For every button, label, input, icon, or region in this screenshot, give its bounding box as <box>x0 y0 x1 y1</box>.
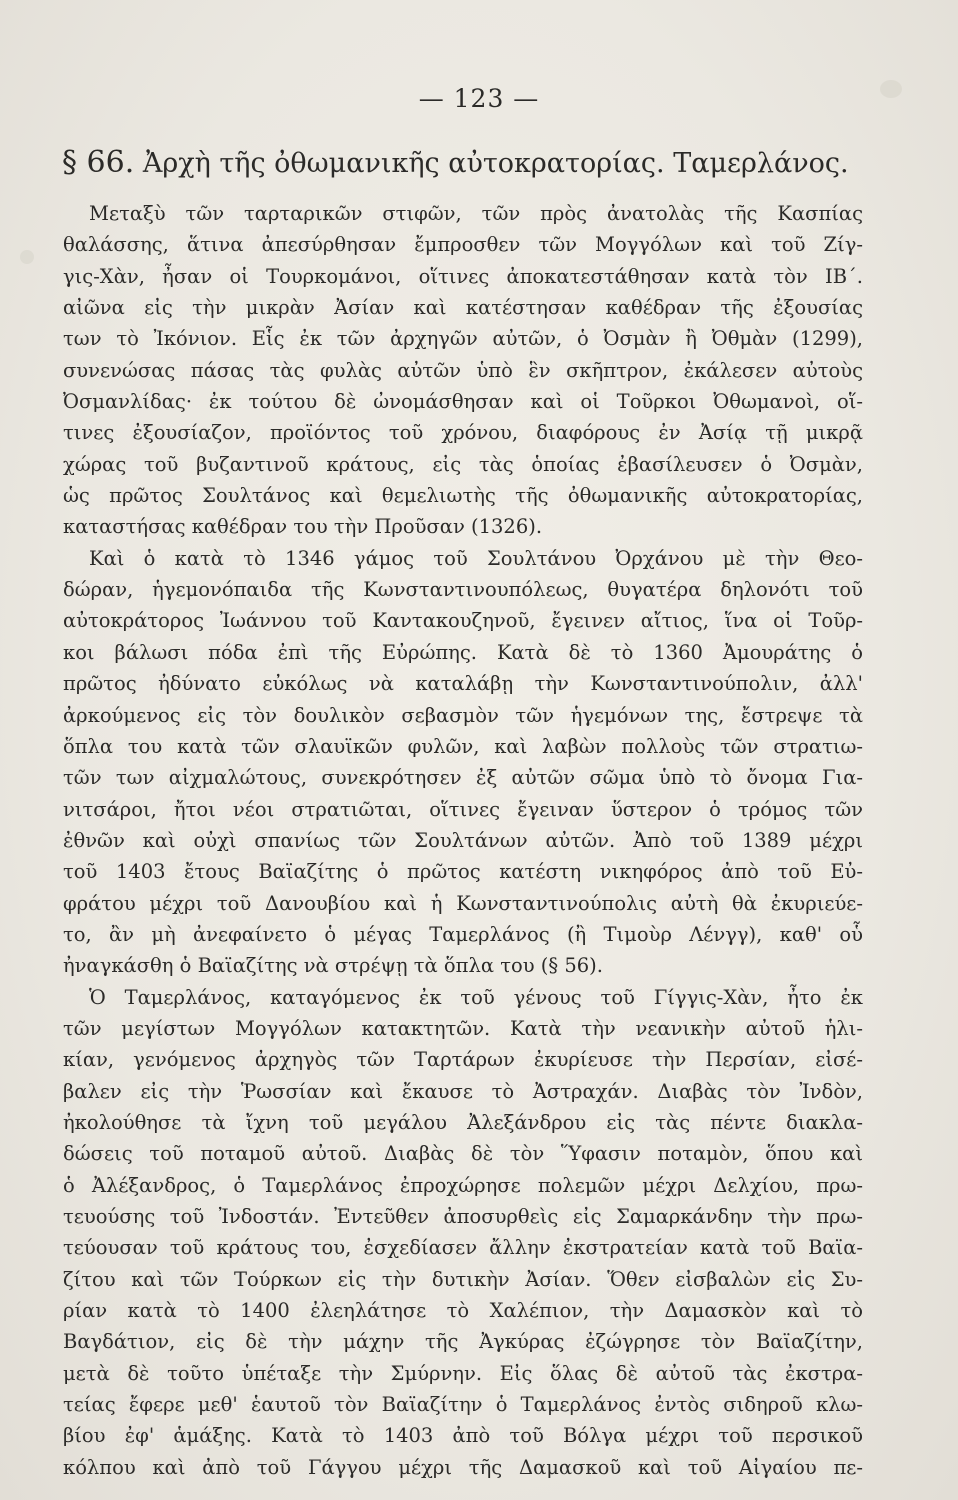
text-line: βαλεν εἰς τὴν Ῥωσσίαν καὶ ἔκαυσε τὸ Ἀστραχάν. Διαβὰς τὸν Ἰνδὸν, <box>63 1079 863 1103</box>
text-line: βίου ἐφ' ἁμάξης. Κατὰ τὸ 1403 ἀπὸ τοῦ Βόλγα μέχρι τοῦ περσικοῦ <box>63 1424 863 1448</box>
text-line: Ὀσμανλίδας· ἐκ τούτου δὲ ὠνομάσθησαν καὶ οἱ Τοῦρκοι Ὀθωμανοὶ, οἵ- <box>63 390 863 414</box>
text-line: τευούσης τοῦ Ἰνδοστάν. Ἐντεῦθεν ἀποσυρθεὶς εἰς Σαμαρκάνδην τὴν πρω- <box>63 1205 863 1228</box>
text-line: δώραν, ἡγεμονόπαιδα τῆς Κωνσταντινουπόλεως, θυγατέρα δηλονότι τοῦ <box>63 578 863 602</box>
text-line: ἀρκούμενος εἰς τὸν δουλικὸν σεβασμὸν τῶν ἡγεμόνων της, ἔστρεψε τὰ <box>63 703 863 727</box>
text-line: τοῦ 1403 ἔτους Βαϊαζίτης ὁ πρῶτος κατέστη νικηφόρος ἀπὸ τοῦ Εὐ- <box>63 860 863 884</box>
text-line: συνενώσας πάσας τὰς φυλὰς αὐτῶν ὑπὸ ἓν σκῆπτρον, ἐκάλεσεν αὐτοὺς <box>63 358 863 382</box>
section-title: Ἀρχὴ τῆς ὀθωμανικῆς αὐτοκρατορίας. Ταμερλάνος. <box>142 148 849 179</box>
text-line: των τὸ Ἰκόνιον. Εἷς ἐκ τῶν ἀρχηγῶν αὐτῶν, ὁ Ὀσμὰν ἢ Ὀθμὰν (1299), <box>63 327 863 351</box>
page-number: — 123 — <box>418 84 540 113</box>
text-line: καταστήσας καθέδραν του τὴν Προῦσαν (1326). <box>63 515 543 539</box>
text-line: κοι βάλωσι πόδα ἐπὶ τῆς Εὐρώπης. Κατὰ δὲ τὸ 1360 Ἀμουράτης ὁ <box>63 640 863 664</box>
text-line: αὐτοκράτορος Ἰωάννου τοῦ Καντακουζηνοῦ, ἔγεινεν αἴτιος, ἵνα οἱ Τοῦρ- <box>63 609 863 633</box>
text-line: φράτου μέχρι τοῦ Δανουβίου καὶ ἡ Κωνσταντινούπολις αὐτὴ θὰ ἐκυριεύε- <box>63 891 863 915</box>
text-line: Καὶ ὁ κατὰ τὸ 1346 γάμος τοῦ Σουλτάνου Ὀρχάνου μὲ τὴν Θεο- <box>89 546 863 570</box>
text-line: τεύουσαν τοῦ κράτους του, ἐσχεδίασεν ἄλλην ἐκστρατείαν κατὰ τοῦ Βαϊα- <box>63 1236 863 1260</box>
text-line: ὡς πρῶτος Σουλτάνος καὶ θεμελιωτὴς τῆς ὀθωμανικῆς αὐτοκρατορίας, <box>63 484 863 508</box>
text-line: ἐθνῶν καὶ οὐχὶ σπανίως τῶν Σουλτάνων αὐτῶν. Ἀπὸ τοῦ 1389 μέχρι <box>63 828 863 852</box>
text-line: γις-Χὰν, ἦσαν οἱ Τουρκομάνοι, οἵτινες ἀποκατεστάθησαν κατὰ τὸν ΙΒ΄. <box>63 264 863 288</box>
text-line: ἠναγκάσθη ὁ Βαϊαζίτης νὰ στρέψῃ τὰ ὅπλα του (§ 56). <box>63 954 603 978</box>
text-line: ὁ Ἀλέξανδρος, ὁ Ταμερλάνος ἐπροχώρησε πολεμῶν μέχρι Δελχίου, πρω- <box>63 1173 863 1197</box>
text-line: τείας ἔφερε μεθ' ἑαυτοῦ τὸν Βαϊαζίτην ὁ Ταμερλάνος ἐντὸς σιδηροῦ κλω- <box>63 1393 863 1417</box>
text-line: κόλπου καὶ ἀπὸ τοῦ Γάγγου μέχρι τῆς Δαμασκοῦ καὶ τοῦ Αἰγαίου πε- <box>63 1455 863 1479</box>
text-line: Μεταξὺ τῶν ταρταρικῶν στιφῶν, τῶν πρὸς ἀνατολὰς τῆς Κασπίας <box>89 202 863 225</box>
text-line: ρίαν κατὰ τὸ 1400 ἐλεηλάτησε τὸ Χαλέπιον, τὴν Δαμασκὸν καὶ τὸ <box>63 1299 863 1323</box>
text-line: μετὰ δὲ τοῦτο ὑπέταξε τὴν Σμύρνην. Εἰς ὅλας δὲ αὐτοῦ τὰς ἐκστρα- <box>63 1361 863 1385</box>
text-line: νιτσάροι, ἤτοι νέοι στρατιῶται, οἵτινες ἔγειναν ὕστερον ὁ τρόμος τῶν <box>63 797 863 821</box>
paper-stain <box>20 250 34 264</box>
text-line: αἰῶνα εἰς τὴν μικρὰν Ἀσίαν καὶ κατέστησαν καθέδραν τῆς ἐξουσίας <box>63 296 863 320</box>
text-line: Ὁ Ταμερλάνος, καταγόμενος ἐκ τοῦ γένους τοῦ Γίγγις-Χὰν, ἦτο ἐκ <box>89 985 863 1009</box>
text-line: πρῶτος ἠδύνατο εὐκόλως νὰ καταλάβῃ τὴν Κωνσταντινούπολιν, ἀλλ' <box>63 672 863 696</box>
body-text <box>63 198 863 1483</box>
text-line: τῶν μεγίστων Μογγόλων κατακτητῶν. Κατὰ τὴν νεανικὴν αὐτοῦ ἡλι- <box>63 1016 863 1040</box>
text-line: το, ἂν μὴ ἀνεφαίνετο ὁ μέγας Ταμερλάνος (ἢ Τιμοὺρ Λένγγ), καθ' οὗ <box>63 922 863 946</box>
section-number: § 66. <box>62 145 135 180</box>
text-line: ὅπλα του κατὰ τῶν σλαυϊκῶν φυλῶν, καὶ λαβὼν πολλοὺς τῶν στρατιω- <box>63 734 863 758</box>
text-line: Βαγδάτιον, εἰς δὲ τὴν μάχην τῆς Ἀγκύρας ἐζώγρησε τὸν Βαϊαζίτην, <box>63 1330 863 1354</box>
text-line: χώρας τοῦ βυζαντινοῦ κράτους, εἰς τὰς ὁποίας ἐβασίλευσεν ὁ Ὀσμὰν, <box>63 452 863 476</box>
text-line: τῶν των αἰχμαλώτους, συνεκρότησεν ἐξ αὐτῶν σῶμα ὑπὸ τὸ ὄνομα Για- <box>63 766 863 790</box>
text-line: τινες ἐξουσίαζον, προϊόντος τοῦ χρόνου, διαφόρους ἐν Ἀσίᾳ τῇ μικρᾷ <box>63 421 863 445</box>
text-line: δώσεις τοῦ ποταμοῦ αὐτοῦ. Διαβὰς δὲ τὸν Ὕφασιν ποταμὸν, ὅπου καὶ <box>63 1142 863 1166</box>
text-line: κίαν, γενόμενος ἀρχηγὸς τῶν Ταρτάρων ἐκυρίευσε τὴν Περσίαν, εἰσέ- <box>63 1048 863 1072</box>
text-line: ἠκολούθησε τὰ ἴχνη τοῦ μεγάλου Ἀλεξάνδρου εἰς τὰς πέντε διακλα- <box>63 1110 863 1134</box>
text-line: ζίτου καὶ τῶν Τούρκων εἰς τὴν δυτικὴν Ἀσίαν. Ὅθεν εἰσβαλὼν εἰς Συ- <box>63 1267 863 1291</box>
section-heading <box>62 145 862 180</box>
text-line: θαλάσσης, ἅτινα ἀπεσύρθησαν ἔμπροσθεν τῶν Μογγόλων καὶ τοῦ Ζίγ- <box>63 233 863 257</box>
